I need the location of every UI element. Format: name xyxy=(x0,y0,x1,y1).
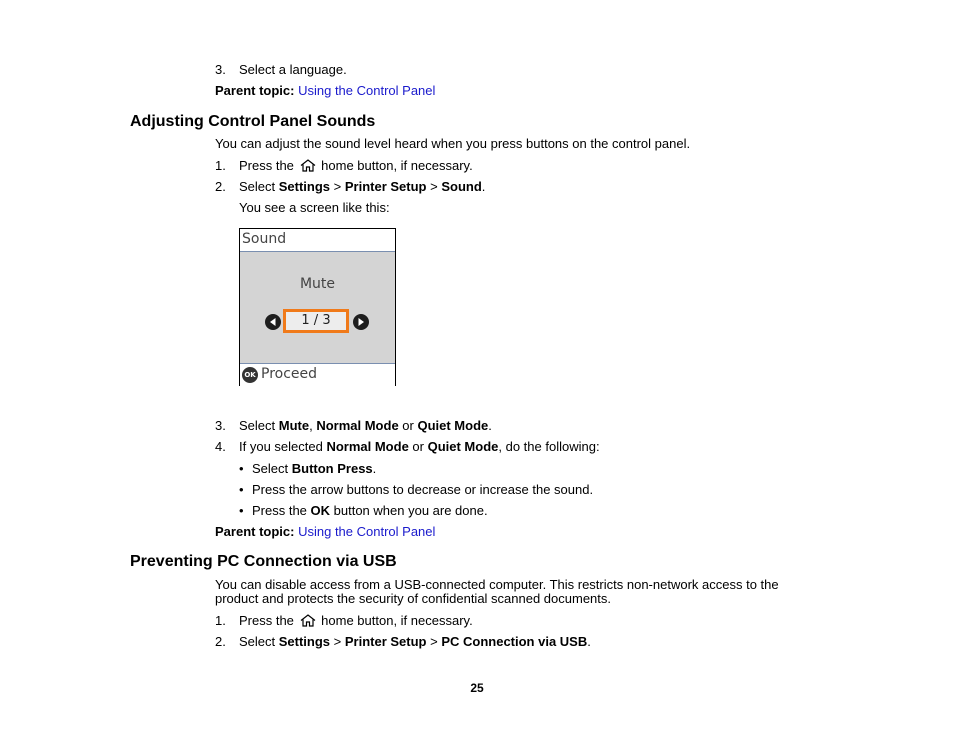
menu-term: Settings xyxy=(278,179,331,194)
step-text-pre: Select xyxy=(239,418,279,433)
separator: > xyxy=(330,634,345,649)
punctuation: . xyxy=(488,418,492,433)
bullet-item xyxy=(252,461,376,477)
ok-icon: OK xyxy=(242,367,258,383)
bullet-text-post: button when you are done. xyxy=(330,503,488,518)
option-term: Quiet Mode xyxy=(417,418,489,433)
separator: > xyxy=(426,634,442,649)
step-text: Select a language. xyxy=(239,62,347,77)
menu-term: Sound xyxy=(441,179,482,194)
menu-term: Settings xyxy=(278,634,331,649)
bullet-item xyxy=(252,503,488,519)
left-arrow-icon xyxy=(265,314,281,330)
step-text xyxy=(239,439,600,455)
option-term: Mute xyxy=(278,418,310,433)
list-number: 3. xyxy=(215,418,226,433)
section-intro-line: product and protects the security of confidential scanned documents. xyxy=(215,591,612,606)
option-term: Button Press xyxy=(291,461,373,476)
step-text-pre: Press the xyxy=(239,613,294,628)
list-number: 2. xyxy=(215,634,226,649)
step-text xyxy=(239,179,485,195)
option-term: Quiet Mode xyxy=(427,439,499,454)
menu-term: Printer Setup xyxy=(344,179,427,194)
bullet-text-pre: Select xyxy=(252,461,292,476)
section-intro: You can adjust the sound level heard when you press buttons on the control panel. xyxy=(215,136,691,151)
list-number: 4. xyxy=(215,439,226,454)
right-arrow-icon xyxy=(353,314,369,330)
parent-topic-link[interactable]: Using the Control Panel xyxy=(298,524,436,539)
section-heading: Preventing PC Connection via USB xyxy=(130,553,397,570)
menu-term: Printer Setup xyxy=(344,634,427,649)
page-number: 25 xyxy=(470,681,484,695)
list-number: 1. xyxy=(215,613,226,628)
proceed-label: Proceed xyxy=(261,366,318,382)
bullet-icon: • xyxy=(239,461,244,476)
step-text xyxy=(239,418,492,434)
home-icon xyxy=(300,614,316,627)
section-heading: Adjusting Control Panel Sounds xyxy=(130,113,376,130)
bullet-icon: • xyxy=(239,482,244,497)
list-number: 2. xyxy=(215,179,226,194)
button-term: OK xyxy=(310,503,331,518)
separator: or xyxy=(408,439,428,454)
list-number: 3. xyxy=(215,62,226,77)
parent-topic xyxy=(215,524,435,540)
page-indicator: 1 / 3 xyxy=(283,309,349,333)
bullet-icon: • xyxy=(239,503,244,518)
option-term: Normal Mode xyxy=(326,439,409,454)
separator: , xyxy=(309,418,317,433)
parent-topic xyxy=(215,83,435,99)
parent-topic-label: Parent topic: xyxy=(215,83,295,98)
screen-header xyxy=(240,229,395,252)
parent-topic-link[interactable]: Using the Control Panel xyxy=(298,83,436,98)
step-text-pre: Press the xyxy=(239,158,294,173)
section-intro-line: You can disable access from a USB-connected computer. This restricts non-network access to the xyxy=(215,577,779,592)
menu-term: PC Connection via USB xyxy=(441,634,588,649)
step-text-pre: If you selected xyxy=(239,439,327,454)
sound-mode-label: Mute xyxy=(299,276,336,292)
separator: > xyxy=(330,179,345,194)
separator: or xyxy=(398,418,418,433)
bullet-item: Press the arrow buttons to decrease or increase the sound. xyxy=(252,482,594,497)
screen-body xyxy=(240,252,395,363)
step-text xyxy=(239,634,591,650)
control-panel-screen xyxy=(239,228,396,386)
screen-intro: You see a screen like this: xyxy=(239,200,390,215)
step-text-pre: Select xyxy=(239,634,279,649)
option-term: Normal Mode xyxy=(316,418,399,433)
step-text xyxy=(239,158,473,174)
separator: > xyxy=(426,179,442,194)
punctuation: . xyxy=(372,461,377,476)
step-text-post: home button, if necessary. xyxy=(321,613,473,628)
step-text-post: , do the following: xyxy=(498,439,600,454)
screen-footer xyxy=(240,363,395,386)
step-text xyxy=(239,613,473,629)
punctuation: . xyxy=(587,634,591,649)
bullet-text-pre: Press the xyxy=(252,503,311,518)
list-number: 1. xyxy=(215,158,226,173)
home-icon xyxy=(300,159,316,172)
step-text-pre: Select xyxy=(239,179,279,194)
screen-title: Sound xyxy=(242,231,287,247)
parent-topic-label: Parent topic: xyxy=(215,524,295,539)
punctuation: . xyxy=(481,179,486,194)
step-text-post: home button, if necessary. xyxy=(321,158,473,173)
